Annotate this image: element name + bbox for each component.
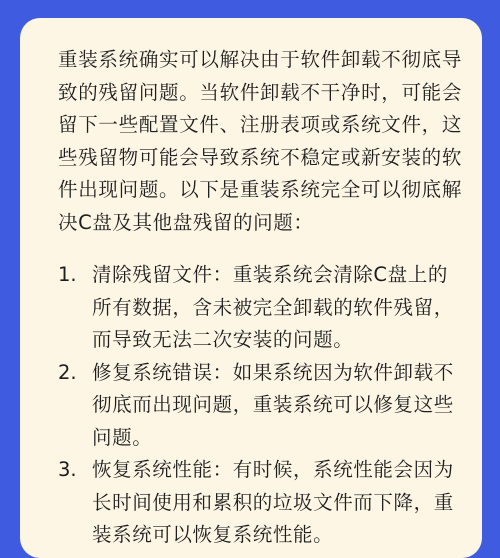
list-item <box>58 454 462 552</box>
list-item-text: 恢复系统性能：有时候，系统性能会因为长时间使用和累积的垃圾文件而下降，重装系统可以恢复系统性能。 <box>92 458 454 546</box>
content-card <box>20 18 482 558</box>
solution-list <box>58 259 462 552</box>
list-item-number: 1. <box>58 263 77 286</box>
list-item-text: 清除残留文件：重装系统会清除C盘上的所有数据，含未被完全卸载的软件残留，而导致无法二次安装的问题。 <box>92 263 454 351</box>
intro-paragraph: 重装系统确实可以解决由于软件卸载不彻底导致的残留问题。当软件卸载不干净时，可能会留下一些配置文件、注册表项或系统文件，这些残留物可能会导致系统不稳定或新安装的软件出现问题。以下是重装系统完全可以彻底解决C盘及其他盘残留的问题： <box>58 48 462 234</box>
list-item <box>58 357 462 455</box>
list-item <box>58 259 462 357</box>
list-item-text: 修复系统错误：如果系统因为软件卸载不彻底而出现问题，重装系统可以修复这些问题。 <box>92 360 454 449</box>
list-item-number: 2. <box>58 360 77 384</box>
list-item-number: 3. <box>58 458 77 481</box>
